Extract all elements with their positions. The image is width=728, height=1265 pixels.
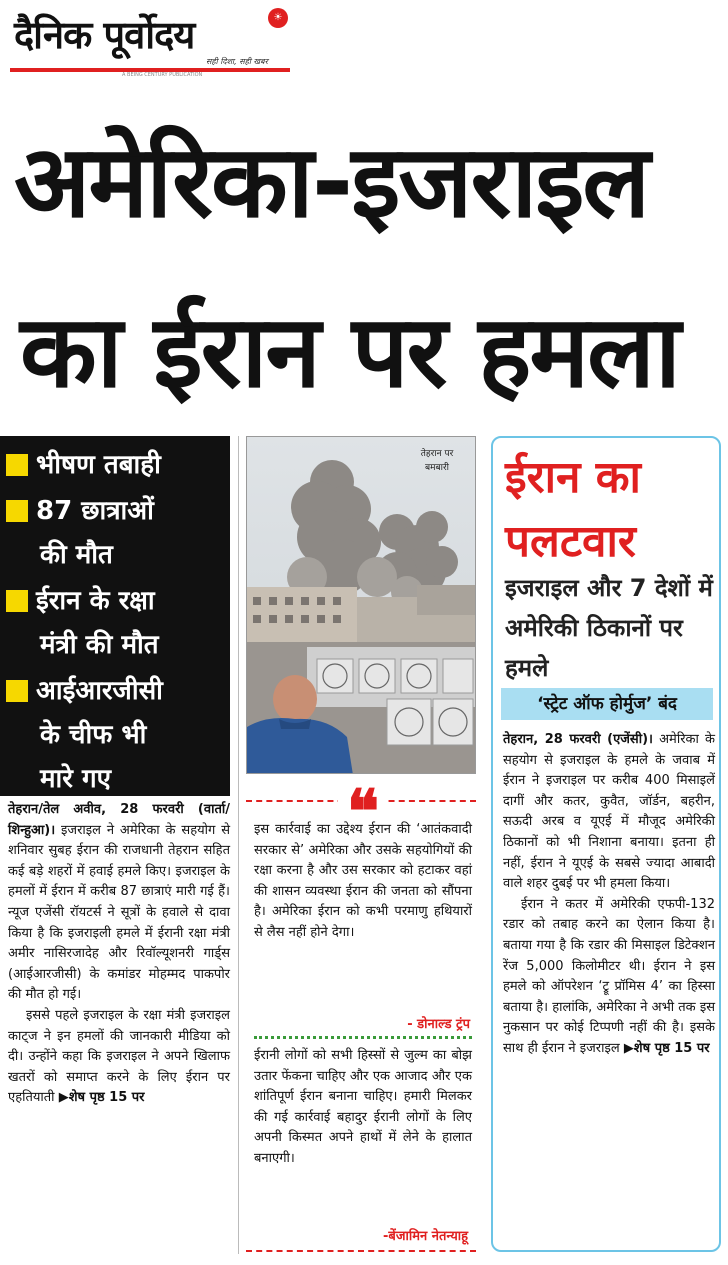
story-paragraph: ईरान ने कतर में अमेरिकी एफपी-132 रडार को तबाह करने का ऐलान किया है। बताया गया है कि रडार की मिसाइल डिटेक्शन रेंज 5,000 किलोमीटर थी। ईरान ने इस हमले को ऑपरेशन ‘ट्रू प्रॉमिस 4’ का हिस्सा बताया है। हालांकि, अमेरिका ने अभी तक इस नुकसान पर कोई टिप्पणी नहीं की है। इसके साथ ही ईरान ने इजराइल bbox=[503, 896, 715, 1056]
quote-bottom-rule bbox=[246, 1250, 476, 1252]
quotes-box bbox=[246, 777, 476, 1254]
yellow-square-bullet-icon bbox=[6, 454, 28, 476]
main-story bbox=[8, 800, 230, 1109]
highlight-item-cont: मारे गए bbox=[40, 764, 111, 794]
yellow-square-bullet-icon bbox=[6, 680, 28, 702]
tehran-bombing-photo-illustration bbox=[247, 437, 476, 774]
trump-quote: इस कार्रवाई का उद्देश्य ईरान की ‘आतंकवादी सरकार से’ अमेरिका और उसके सहयोगियों की रक्षा करना है और उस सरकार को हटाकर वहां की शासन व्यवस्था ईरान की जनता को सौंपना है। अमेरिका ईरान को कभी परमाणु हथियारों से लैस नहीं होने देगा। bbox=[254, 822, 472, 940]
yellow-square-bullet-icon bbox=[6, 590, 28, 612]
masthead bbox=[10, 6, 290, 78]
dateline: तेहरान/तेल अवीव, 28 फरवरी (वार्ता/शिन्हुआ)। bbox=[8, 802, 230, 838]
news-photo bbox=[246, 436, 476, 774]
story-paragraph: इजराइल ने अमेरिका के सहयोग से शनिवार सुबह ईरान की राजधानी तेहरान सहित कई बड़े शहरों में हवाई हमले किए। इजराइल के हमलों में ईरान में करीब 87 छात्राएं मारी गई हैं। न्यूज एजेंसी रॉयटर्स ने सूत्रों के हवाले से दावा किया है कि इजराइली हमले में ईरानी रक्षा मंत्री अमीर नासिरजादेह और रिवॉल्यूशनरी गार्ड्स (आईआरजीसी) के कमांडर मोहम्मद पाकपोर की मौत हो गई। bbox=[8, 822, 231, 1003]
photo-caption: तेहरान पर बमबारी bbox=[420, 449, 454, 473]
highlight-item: ईरान के रक्षा bbox=[6, 578, 155, 624]
continued-page-link[interactable]: ▶शेष पृष्ठ 15 पर bbox=[58, 1090, 145, 1106]
story-paragraph: अमेरिका के सहयोग से इजराइल के हमले के जवाब में ईरान ने इजराइल पर करीब 400 मिसाइलें दागीं और कतर, कुवैत, जॉर्डन, बहरीन, सऊदी अरब व यूएई में मौजूद अमेरिकी ठिकानों को भी निशाना बनाया। इतना ही नहीं, ईरान ने यूएई के सबसे ज्यादा आबादी वाले शहर दुबई पर भी हमला किया। bbox=[503, 732, 716, 892]
netanyahu-quote: ईरानी लोगों को सभी हिस्सों से जुल्म का बोझ उतार फेंकना चाहिए और एक आजाद और एक शांतिपूर्ण ईरान बनाना चाहिए। हमारी मिलकर की गई कार्रवाई बहादुर ईरानी लोगों के लिए अपनी किस्मत अपने हाथों में लेने के हालात बनाएगी। bbox=[254, 1048, 472, 1166]
story-paragraph: इससे पहले इजराइल के रक्षा मंत्री इजराइल काट्ज ने इन हमलों की जानकारी मीडिया को दी। उन्होंने कहा कि इजराइल ने अपने खिलाफ खतरों को समाप्त करने के लिए ईरान पर एहतियाती bbox=[8, 1007, 230, 1106]
hormuz-closure-band: ‘स्ट्रेट ऑफ होर्मुज’ बंद bbox=[501, 688, 713, 720]
sun-logo-icon: ☀ bbox=[268, 8, 288, 28]
main-headline-line-2: का ईरान पर हमला bbox=[20, 293, 679, 410]
quotation-mark-icon: ❝ bbox=[338, 786, 388, 824]
highlights-box bbox=[0, 436, 230, 796]
counter-attack-headline: ईरान का पलटवार bbox=[505, 452, 641, 567]
tagline: सही दिशा, सही खबर bbox=[206, 57, 268, 66]
main-headline-line-1: अमेरिका-इजराइल bbox=[14, 123, 649, 240]
counter-attack-subhead: इजराइल और 7 देशों में अमेरिकी ठिकानों पर हमले bbox=[505, 574, 713, 682]
highlight-item-cont: मंत्री की मौत bbox=[40, 630, 159, 660]
dateline: तेहरान, 28 फरवरी (एजेंसी)। bbox=[503, 732, 653, 747]
trump-attribution: - डोनाल्ड ट्रंप bbox=[407, 1017, 470, 1032]
quote-divider bbox=[254, 1036, 472, 1039]
highlight-item: भीषण तबाही bbox=[6, 442, 161, 488]
highlight-item-cont: के चीफ भी bbox=[40, 720, 147, 750]
highlight-item: आईआरजीसी bbox=[6, 668, 163, 714]
column-divider bbox=[238, 436, 239, 1254]
highlight-item: 87 छात्राओं bbox=[6, 488, 154, 534]
masthead-subline: A BEING CENTURY PUBLICATION bbox=[122, 72, 203, 78]
continued-page-link[interactable]: ▶शेष पृष्ठ 15 पर bbox=[623, 1040, 710, 1056]
netanyahu-attribution: -बेंजामिन नेतन्याहू bbox=[383, 1229, 468, 1244]
highlight-item-cont: की मौत bbox=[40, 540, 113, 570]
yellow-square-bullet-icon bbox=[6, 500, 28, 522]
newspaper-name: दैनिक पूर्वोदय bbox=[14, 12, 195, 57]
counter-attack-story bbox=[503, 730, 715, 1060]
counter-attack-box bbox=[491, 436, 721, 1252]
